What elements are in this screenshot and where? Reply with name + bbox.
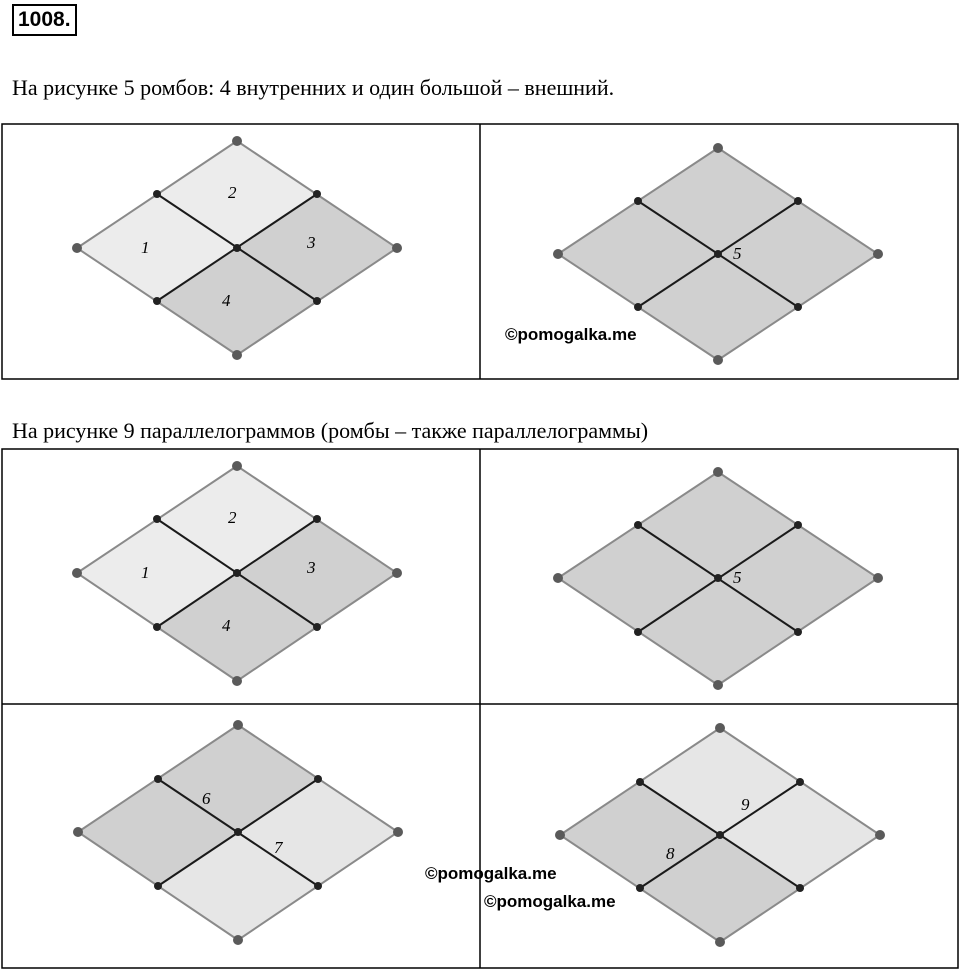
caption-parallelograms: На рисунке 9 параллелограммов (ромбы – также параллелограммы) — [12, 418, 649, 443]
vertex-dot — [232, 136, 242, 146]
vertex-dot — [393, 827, 403, 837]
panel-parallelograms-8-9 — [555, 723, 885, 947]
midpoint-dot — [313, 190, 321, 198]
vertex-dot — [873, 573, 883, 583]
watermark: ©pomogalka.me — [505, 325, 637, 344]
center-dot — [716, 831, 724, 839]
vertex-dot — [715, 723, 725, 733]
midpoint-dot — [153, 190, 161, 198]
vertex-dot — [232, 461, 242, 471]
vertex-dot — [713, 467, 723, 477]
midpoint-dot — [153, 515, 161, 523]
center-dot — [234, 828, 242, 836]
vertex-dot — [392, 243, 402, 253]
midpoint-dot — [794, 521, 802, 529]
vertex-dot — [713, 143, 723, 153]
midpoint-dot — [636, 884, 644, 892]
vertex-dot — [715, 937, 725, 947]
midpoint-dot — [154, 882, 162, 890]
center-dot — [714, 574, 722, 582]
center-dot — [233, 569, 241, 577]
vertex-dot — [73, 827, 83, 837]
vertex-dot — [233, 720, 243, 730]
label-3: 3 — [307, 233, 316, 252]
label-5: 5 — [733, 568, 742, 587]
midpoint-dot — [794, 303, 802, 311]
vertex-dot — [555, 830, 565, 840]
vertex-dot — [233, 935, 243, 945]
label-8: 8 — [666, 844, 675, 863]
center-dot — [714, 250, 722, 258]
midpoint-dot — [313, 297, 321, 305]
midpoint-dot — [634, 303, 642, 311]
midpoint-dot — [634, 628, 642, 636]
vertex-dot — [873, 249, 883, 259]
vertex-dot — [72, 568, 82, 578]
label-9: 9 — [741, 795, 750, 814]
label-3: 3 — [307, 558, 316, 577]
vertex-dot — [392, 568, 402, 578]
midpoint-dot — [154, 775, 162, 783]
label-1: 1 — [141, 238, 150, 257]
midpoint-dot — [313, 515, 321, 523]
panel-parallelogram-outer — [553, 467, 883, 690]
midpoint-dot — [314, 882, 322, 890]
midpoint-dot — [634, 197, 642, 205]
vertex-dot — [232, 676, 242, 686]
label-6: 6 — [202, 789, 211, 808]
label-4: 4 — [222, 291, 231, 310]
panel-parallelograms-6-7 — [73, 720, 403, 945]
midpoint-dot — [153, 297, 161, 305]
center-dot — [233, 244, 241, 252]
midpoint-dot — [313, 623, 321, 631]
caption-rhombi: На рисунке 5 ромбов: 4 внутренних и один большой – внешний. — [12, 75, 615, 100]
panel-parallelograms-inner — [72, 461, 402, 686]
midpoint-dot — [153, 623, 161, 631]
label-4: 4 — [222, 616, 231, 635]
label-5: 5 — [733, 244, 742, 263]
watermark: ©pomogalka.me — [425, 864, 557, 883]
vertex-dot — [72, 243, 82, 253]
midpoint-dot — [794, 628, 802, 636]
vertex-dot — [875, 830, 885, 840]
vertex-dot — [553, 249, 563, 259]
problem-number: 1008. — [12, 4, 77, 36]
vertex-dot — [553, 573, 563, 583]
midpoint-dot — [796, 778, 804, 786]
vertex-dot — [232, 350, 242, 360]
panel-rhombi-inner — [72, 136, 402, 360]
label-1: 1 — [141, 563, 150, 582]
watermark: ©pomogalka.me — [484, 892, 616, 911]
label-2: 2 — [228, 508, 237, 527]
midpoint-dot — [314, 775, 322, 783]
vertex-dot — [713, 355, 723, 365]
label-2: 2 — [228, 183, 237, 202]
midpoint-dot — [796, 884, 804, 892]
midpoint-dot — [794, 197, 802, 205]
label-7: 7 — [274, 838, 283, 857]
vertex-dot — [713, 680, 723, 690]
midpoint-dot — [636, 778, 644, 786]
midpoint-dot — [634, 521, 642, 529]
